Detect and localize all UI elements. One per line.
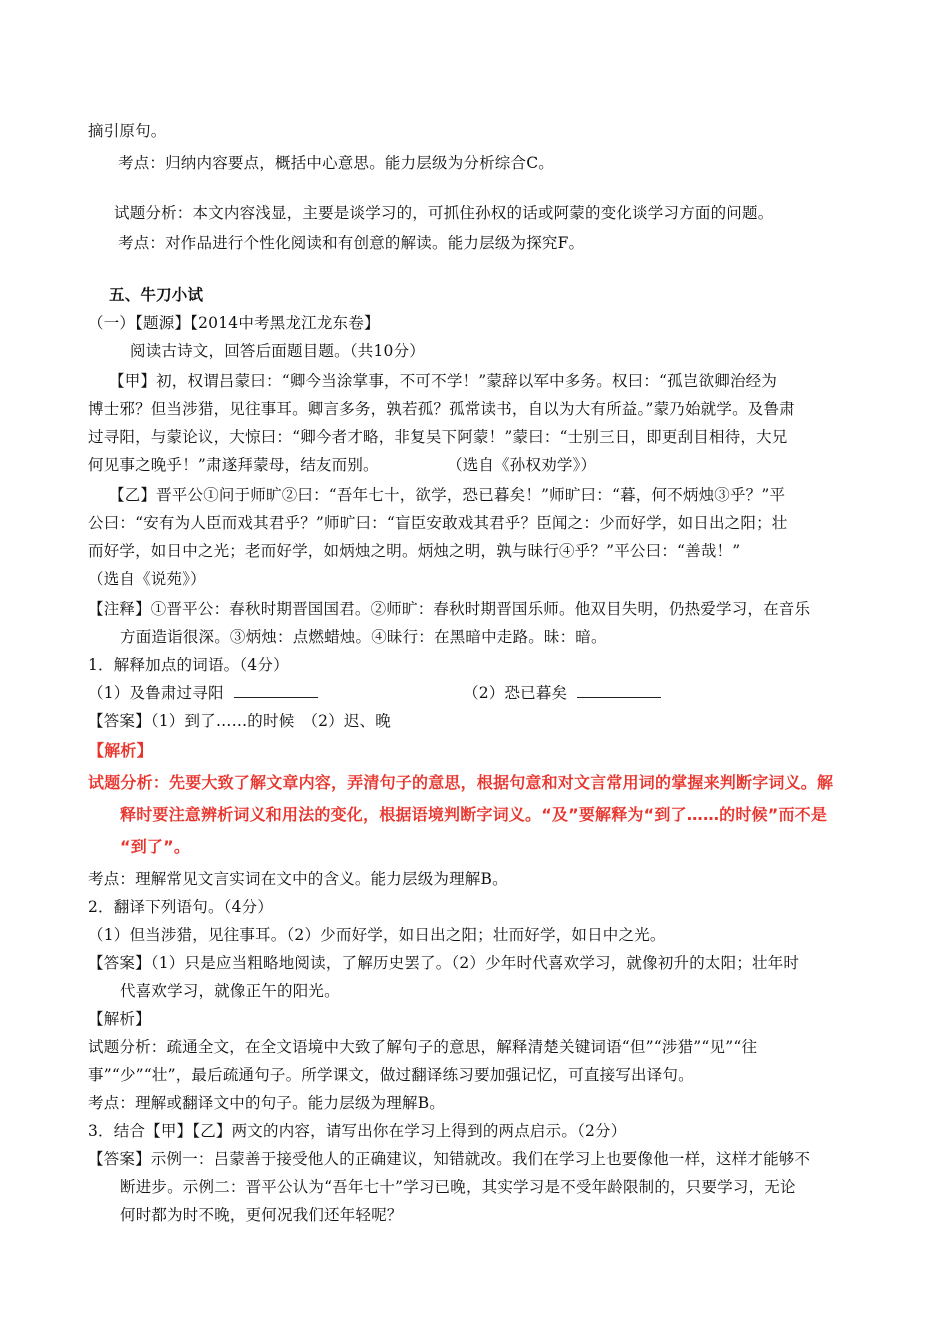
passage-jia-line: 过寻阳，与蒙论议，大惊曰：“卿今者才略，非复吴下阿蒙！”蒙曰：“士别三日，即更刮目相待，大兄	[88, 428, 788, 446]
notes-line: 【注释】①晋平公：春秋时期晋国国君。②师旷：春秋时期晋国乐师。他双目失明，仍热爱学习，在音乐	[88, 600, 811, 618]
analysis-red-line: 释时要注意辨析词义和用法的变化，根据语境判断字词义。“及”要解释为“到了……的时候”而不是	[120, 805, 828, 824]
passage-yi-line: 【乙】晋平公①问于师旷②曰：“吾年七十，欲学，恐已暮矣！”师旷曰：“暮，何不炳烛③乎？”平	[109, 486, 786, 504]
question-3: 3．结合【甲】【乙】两文的内容，请写出你在学习上得到的两点启示。（2分）	[88, 1122, 627, 1140]
answer-line: 代喜欢学习，就像正午的阳光。	[120, 982, 340, 1000]
answer-blank	[234, 683, 318, 698]
kaodian-line: 考点：理解常见文言实词在文中的含义。能力层级为理解B。	[88, 870, 508, 888]
analysis-line: 试题分析：疏通全文，在全文语境中大致了解句子的意思，解释清楚关键词语“但”“涉猎”“见”“往	[88, 1038, 758, 1056]
analysis-heading: 【解析】	[88, 1010, 151, 1028]
text-line: 摘引原句。	[88, 122, 167, 140]
passage-yi-line: 公曰：“安有为人臣而戏其君乎？”师旷曰：“盲臣安敢戏其君乎？臣闻之：少而好学，如日出之阳；壮	[88, 514, 788, 532]
source-line: （一）【题源】【2014中考黑龙江龙东卷】	[88, 314, 380, 332]
kaodian-line: 考点：理解或翻译文中的句子。能力层级为理解B。	[88, 1094, 445, 1112]
analysis-red-line: “到了”。	[120, 837, 191, 856]
section-title: 五、牛刀小试	[109, 286, 204, 304]
question-2-items: （1）但当涉猎，见往事耳。（2）少而好学，如日出之阳；壮而好学，如日中之光。	[88, 926, 666, 944]
analysis-heading-red: 【解析】	[88, 741, 153, 760]
answer-line: 断进步。示例二：晋平公认为“吾年七十”学习已晚，其实学习是不受年龄限制的，只要学习，无论	[120, 1178, 796, 1196]
kaodian-line: 考点：对作品进行个性化阅读和有创意的解读。能力层级为探究F。	[118, 234, 585, 252]
question-1-item-2	[463, 682, 661, 704]
question-2: 2．翻译下列语句。（4分）	[88, 898, 274, 916]
passage-jia-line: 何见事之晚乎！”肃遂拜蒙母，结友而别。	[88, 456, 379, 474]
passage-jia-line: 博士邪？但当涉猎，见往事耳。卿言多务，孰若孤？孤常读书，自以为大有所益。”蒙乃始就学。及鲁肃	[88, 400, 795, 418]
answer-line: 何时都为时不晚，更何况我们还年轻呢？	[120, 1206, 403, 1224]
question-1: 1．解释加点的词语。（4分）	[88, 656, 289, 674]
item-text: （2）恐已暮矣	[463, 684, 568, 702]
kaodian-line: 考点：归纳内容要点，概括中心意思。能力层级为分析综合C。	[118, 154, 554, 172]
analysis-line: 试题分析：本文内容浅显，主要是谈学习的，可抓住孙权的话或阿蒙的变化谈学习方面的问题。	[114, 204, 774, 222]
answer-line: 【答案】（1）到了……的时候 （2）迟、晚	[88, 712, 391, 730]
analysis-red-line: 试题分析：先要大致了解文章内容，弄清句子的意思，根据句意和对文言常用词的掌握来判断字词义。解	[88, 773, 834, 792]
analysis-line: 事”“少”“壮”，最后疏通句子。所学课文，做过翻译练习要加强记忆，可直接写出译句。	[88, 1066, 694, 1084]
instruction-line: 阅读古诗文，回答后面题目题。（共10分）	[130, 342, 425, 360]
question-1-item-1	[88, 682, 318, 704]
answer-line: 【答案】示例一：吕蒙善于接受他人的正确建议，知错就改。我们在学习上也要像他一样，这样才能够不	[88, 1150, 811, 1168]
notes-line: 方面造诣很深。③炳烛：点燃蜡烛。④昧行：在黑暗中走路。昧：暗。	[120, 628, 607, 646]
passage-yi-line: 而好学，如日中之光；老而好学，如炳烛之明。炳烛之明，孰与昧行④乎？”平公曰：“善哉！”	[88, 542, 741, 560]
answer-blank	[577, 683, 661, 698]
passage-jia-source: （选自《孙权劝学》）	[447, 456, 597, 474]
item-text: （1）及鲁肃过寻阳	[88, 684, 224, 702]
answer-line: 【答案】（1）只是应当粗略地阅读，了解历史罢了。（2）少年时代喜欢学习，就像初升的太阳；壮年时	[88, 954, 800, 972]
passage-jia-line: 【甲】初，权谓吕蒙曰：“卿今当涂掌事，不可不学！”蒙辞以军中多务。权曰：“孤岂欲卿治经为	[109, 372, 778, 390]
passage-yi-source: （选自《说苑》）	[88, 570, 206, 588]
